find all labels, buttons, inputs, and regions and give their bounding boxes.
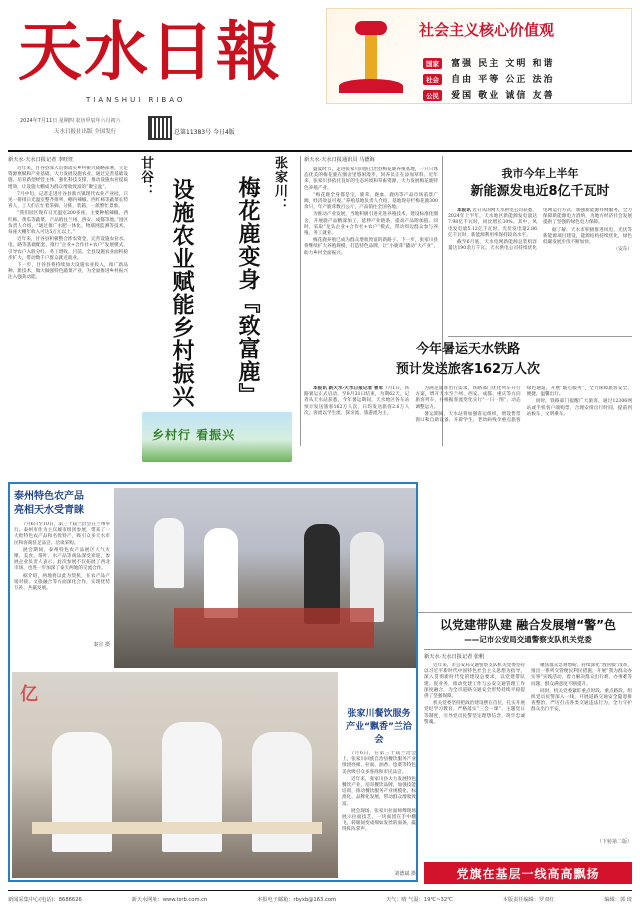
- issue-number: 总第11383号 今日4版: [174, 129, 235, 136]
- paragraph: 7月中旬，记者走进甘谷县新兴镇现代农业产业园，只见一排排日光温室整齐排列，棚内辣椒、西红柿等蔬菜长势喜人，工人们正忙着采摘、分拣、装箱，一派繁忙景象。: [8, 191, 128, 210]
- paragraph: 聚焦群众急难愁盼，持续深化“放管服”改革，推出一系列交管便民利民措施，开展“我为群众办实事”实践活动，着力解决群众出行难、办事难等问题，群众满意度不断提升。: [531, 663, 632, 687]
- paragraph: 为推动产业发展，当地积极引进先进养殖技术，建设标准化圈舍，开展鹿产品精深加工，延伸产业链条，提高产品附加值。同时，采取“龙头企业+合作社+农户”模式，带动周边群众参与养殖、务工就业。: [304, 212, 438, 237]
- masthead-pinyin: TIANSHUI RIBAO: [86, 96, 186, 104]
- footer: [8, 896, 632, 910]
- tourism-title-1: 泰州特色农产品: [14, 491, 84, 502]
- paragraph: 7月6日，在第三十届兰洽会上，张家川回族自治县餐饮服务产业组团亮相，拉面、油香、烩菜等特色美食吸引众多客商和市民品尝。: [342, 751, 416, 775]
- footer-phone: 新闻采集中心(电话)：8686626: [8, 897, 82, 903]
- zhangjiachuan-article: [206, 156, 296, 456]
- paragraph: 据介绍，两地将以此为契机，在农产品产销对接、文旅融合等方面深化合作，实现优势互补、共赢发展。: [14, 573, 110, 592]
- gangu-body: [8, 166, 128, 456]
- police-body: [424, 663, 632, 839]
- railway-byline: 本报讯 新天水·天水日报记者 曾军: [313, 386, 384, 391]
- zjc-place: 张家川：: [272, 156, 287, 212]
- footer-weather: 天气：晴 气温：19℃~32℃: [385, 897, 453, 903]
- police-byline: 新天水·天水日报记者 张帆: [424, 654, 485, 660]
- tourism-body: [14, 522, 110, 642]
- banner-row-3: [423, 83, 555, 102]
- photo-caption: 乡村行 看振兴: [152, 428, 236, 442]
- tourism-photo: [114, 488, 416, 668]
- catering-author: 刘德斌 摄: [394, 871, 416, 877]
- footer-editor-2: 编辑：郭 琦: [604, 897, 632, 903]
- paragraph: [448, 208, 537, 239]
- banner-tag: 社会: [423, 74, 442, 85]
- footer-email: 本报电子邮箱：rbyxb@163.com: [257, 897, 337, 903]
- tourism-title-2: 亮相天水受青睐: [14, 505, 84, 516]
- paragraph: 据了解，天水市积极推进风电、光伏等新能源项目建设，能源结构持续优化，绿色低碳发展步伐不断加快。: [543, 227, 632, 246]
- paragraph: 为满足旅客出行需求，铁路部门优化列车开行方案，增开天水至兰州、西安、成都、重庆等方向旅客列车，并根据客流变化实行“一日一图”，动态调整运力。: [415, 386, 521, 410]
- paragraph: 展会现场，张家川拉面师傅现场展示拉面技艺，一块面团在手中翻飞，转眼间变成细如发丝的面条，赢得阵阵掌声。: [342, 808, 416, 833]
- tourism-author: 秦宣 摄: [93, 642, 110, 648]
- paragraph: 同时，机关党委紧盯重点时段、重点路段，组织党员民警深入一线，开展道路交通安全隐患排查整治，严厉打击各类交通违法行为，全力守护群众出行平安。: [531, 688, 632, 713]
- paragraph: 下一步，甘谷县将持续加大设施农业投入，推广新品种、新技术，做大做强特色蔬菜产业，为全面推进乡村振兴注入强劲动能。: [8, 263, 128, 281]
- gangu-place: 甘谷：: [138, 156, 153, 198]
- banner-words: 富强 民主 文明 和谐: [451, 59, 555, 69]
- core-values-banner: [326, 8, 632, 104]
- paragraph: 展会期间，泰州特色农产品展区人气火爆，美食、茶叶、水产品等商品深受欢迎。参展企业负责人表示，此次参展不仅拓展了西北市场，也进一步加深了泰天两地的交流合作。: [14, 547, 110, 572]
- masthead: [14, 10, 314, 150]
- paragraph: 同时，铁路部门提醒广大旅客，通过12306网站或手机客户端购票，合理安排出行时间，提前到站候车，文明乘车。: [526, 399, 632, 417]
- paragraph: 近年来，甘谷县深入贯彻落实乡村振兴战略部署，立足资源禀赋和产业基础，大力发展设施农业，通过完善基础设施、培育新型经营主体、强化科技支撑，推动设施农业提质增效，让设施大棚成为群众增收致富的“聚宝盆”。: [8, 166, 128, 190]
- party-banner: [424, 862, 632, 884]
- section-rule: [424, 649, 632, 650]
- column-rule: [300, 156, 301, 446]
- paragraph: 梅花鹿养殖已成为群众增收致富的新路子。下一步，张家川县将继续扩大养殖规模，打造特色品牌，让“小鹿茸”撬动“大产业”，助力乡村全面振兴。: [304, 238, 438, 256]
- catering-article: [342, 708, 416, 880]
- footer-rule: [8, 890, 632, 891]
- banner-tag: 公民: [423, 90, 442, 101]
- paragraph: 截至6月底，天水电网新能源总装机容量达190余万千瓦。天水供电公司持续优化电网运行方式，加强新能源并网服务，全力保障新能源电力消纳，为地方经济社会发展提供了坚强的绿色电力保障。: [448, 208, 632, 252]
- banner-monument: [335, 17, 407, 99]
- paragraph: 近年来，甘谷县积极整合涉农资金，完善设施农业水、电、路等基础配套，推行“企业+合作社+农户”发展模式，引导农户入股分红、务工增收。目前，全县设施农业面积稳步扩大，带动数千户群众就近就业。: [8, 237, 128, 261]
- footer-website: 新天水网址：www.tsrb.com.cn: [131, 897, 208, 903]
- masthead-title: 天水日報: [18, 15, 282, 90]
- paragraph-text: 7月1日，铁路暑运正式启动，至8月31日结束，为期62天。记者从天水站获悉，今年暑运期间，天水地区各车站预计发送旅客162万人次，日均发送旅客2.6万人次，客流以学生流、探亲流、旅游流为主。: [304, 386, 410, 416]
- party-banner-text: 党旗在基层一线高高飘扬: [456, 866, 600, 881]
- paragraph: 机关党委坚持把政治建设摆在首位，扎实开展党纪学习教育，严格落实“三会一课”、主题党日等制度，引导党员民警坚定理想信念、筑牢忠诚警魂。: [424, 701, 525, 725]
- paragraph: [304, 386, 409, 417]
- section-rule: [448, 336, 632, 337]
- banner-tag: 国家: [423, 58, 442, 69]
- masthead-publisher: 天水日报社出版 全国发行: [54, 129, 117, 135]
- police-headline: 以党建带队建 融合发展增“警”色: [440, 618, 616, 632]
- paragraph: 7月6日至10日，第三十届兰洽会在兰州举行。泰州市作为主宾城市组团参展，带来了一大批特色农产品和名优特产，吸引众多天水市民和客商驻足品尝、洽谈采购。: [14, 522, 110, 546]
- banner-title: 社会主义核心价值观: [419, 21, 555, 39]
- qr-code: [148, 116, 172, 140]
- railway-headline-2: 预计发送旅客162万人次: [395, 362, 541, 377]
- catering-title-2: 产业“飘香”兰洽会: [346, 722, 412, 745]
- catering-body: [342, 751, 416, 871]
- credit: （安东）: [613, 247, 632, 253]
- energy-article: [448, 166, 632, 336]
- railway-headline-1: 今年暑运天水铁路: [415, 342, 520, 357]
- expo-logo: 亿: [20, 684, 38, 705]
- energy-headline-1: 我市今年上半年: [501, 167, 579, 180]
- masthead-date: 2024年7月11日 星期四 农历甲辰年六月初六: [20, 118, 121, 124]
- banner-words: 自由 平等 公正 法治: [451, 75, 555, 85]
- paragraph: 暑运期间，天水站将加强客运组织，增设售票窗口和自助设备，开辟学生、老幼病残孕重点旅客绿色通道，开展“暖心服务”，全力保障旅客安全、便捷、温馨出行。: [415, 386, 632, 424]
- catering-photo: [12, 672, 338, 878]
- zjc-byline: 新天水·天水日报通讯员 马德海: [304, 157, 375, 163]
- footer-editor: 本版责任编辑：罗双红: [502, 897, 555, 903]
- paragraph: 盛夏时节，走进张家川回族自治县梅花鹿养殖基地，一只只体态优美的梅花鹿在圈舍里悠闲漫步，饲养员正在添加草料。近年来，张家川县依托良好的生态环境和草畜资源，大力发展梅花鹿特色养殖产业。: [304, 167, 438, 191]
- paragraph: 近年来，张家川县大力发展特色餐饮产业，培育餐饮品牌，加强技能培训，推动餐饮服务产业规模化、标准化、品牌化发展，带动群众增收致富。: [342, 776, 416, 807]
- paragraph: 近年来，市公安局交通警察支队机关党委坚持以习近平新时代中国特色社会主义思想为指导，深入贯彻新时代党的建设总要求，以党建带队建、促业务，推动党建工作与公安交通管理工作深度融合，为全市道路交通安全形势持续平稳提供了坚强保障。: [424, 663, 525, 700]
- energy-byline: 本报讯: [457, 208, 471, 213]
- paragraph: “梅花鹿全身都是宝，鹿茸、鹿血、鹿肉等产品市场前景广阔，经济效益可观。”养殖基地负责人介绍，基地现存栏梅花鹿300余只，年产鹿茸数百公斤，产品销往全国各地。: [304, 192, 438, 211]
- paragraph-text: 近日从国网天水供电公司获悉，2024年上半年，天水地区新能源发电量达7.98亿千瓦时，同比增长30%。其中，风电发电量5.12亿千瓦时，光伏发电量2.86亿千瓦时，新能源利用率保持较高水平。: [448, 208, 537, 238]
- police-article: [424, 616, 632, 862]
- masthead-rule: [8, 150, 632, 152]
- police-subhead: ——记市公安局交通警察支队机关党委: [464, 635, 592, 644]
- continued-note: （下转第二版）: [596, 839, 632, 845]
- catering-title-1: 张家川餐饮服务: [347, 709, 411, 719]
- gangu-headline: 设施农业赋能乡村振兴: [169, 178, 194, 408]
- banner-words: 爱国 敬业 诚信 友善: [451, 91, 555, 101]
- gangu-byline: 新天水·天水日报记者 李旺旺: [8, 157, 74, 163]
- energy-headline-2: 新能源发电近8亿千瓦时: [470, 184, 610, 199]
- paragraph: “我们园区现有日光温室200多座，主要种植辣椒、西红柿、黄瓜等蔬菜，产品销往兰州、西安、成都等地。”园区负责人介绍，“通过推广水肥一体化、物联网监测等技术，每座大棚年收入可达5万元以上。”: [8, 211, 128, 236]
- zjc-headline: 梅花鹿变身『致富鹿』: [235, 176, 260, 406]
- energy-body: [448, 208, 632, 324]
- tourism-article: [14, 490, 110, 666]
